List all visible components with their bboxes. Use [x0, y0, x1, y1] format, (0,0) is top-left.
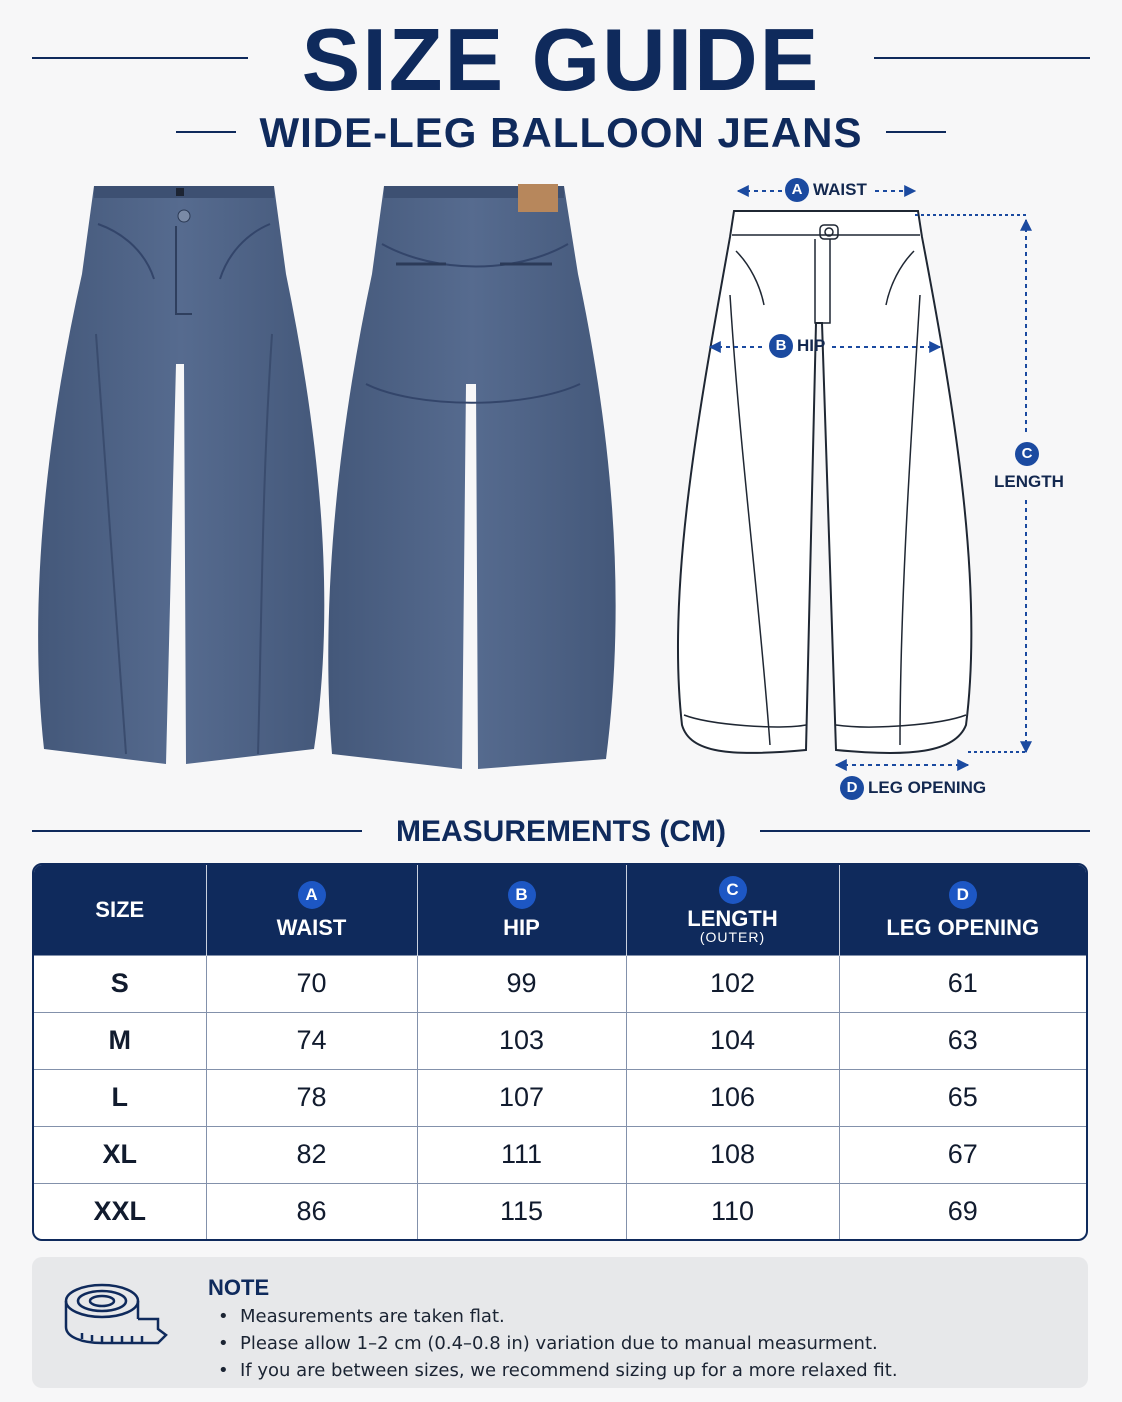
col-size: SIZE: [95, 896, 145, 922]
list-item: • If you are between sizes, we recommend sizing up for a more relaxed fit.: [208, 1357, 898, 1384]
badge-b: B: [769, 334, 793, 358]
size-cell: M: [34, 1012, 206, 1069]
label-waist: A WAIST: [785, 178, 867, 202]
list-item: • Measurements are taken flat.: [208, 1303, 898, 1330]
col-leg-opening: D LEG OPENING: [839, 865, 1086, 955]
waist-cell: 86: [206, 1183, 417, 1240]
hip-cell: 111: [417, 1126, 626, 1183]
hip-cell: 99: [417, 955, 626, 1012]
label-length: C LENGTH: [994, 442, 1060, 492]
hip-cell: 115: [417, 1183, 626, 1240]
size-cell: XXL: [34, 1183, 206, 1240]
badge-a: A: [785, 178, 809, 202]
length-cell: 106: [626, 1069, 839, 1126]
length-cell: 104: [626, 1012, 839, 1069]
leg-opening-cell: 65: [839, 1069, 1086, 1126]
leg-opening-cell: 63: [839, 1012, 1086, 1069]
measuring-tape-icon: [62, 1279, 174, 1349]
size-cell: XL: [34, 1126, 206, 1183]
page-title: SIZE GUIDE: [301, 10, 821, 109]
badge-d: D: [949, 881, 977, 909]
badge-d: D: [840, 776, 864, 800]
leg-opening-cell: 61: [839, 955, 1086, 1012]
length-cell: 102: [626, 955, 839, 1012]
table-row: [34, 1126, 1086, 1183]
size-table: [32, 863, 1088, 1241]
length-cell: 110: [626, 1183, 839, 1240]
waist-cell: 82: [206, 1126, 417, 1183]
col-waist: A WAIST: [206, 865, 417, 955]
hip-cell: 107: [417, 1069, 626, 1126]
note-list: [208, 1303, 898, 1384]
measurements-title: MEASUREMENTS (CM): [396, 815, 726, 848]
waist-cell: 70: [206, 955, 417, 1012]
page-subtitle: WIDE-LEG BALLOON JEANS: [259, 109, 863, 156]
label-hip: B HIP: [769, 334, 825, 358]
length-cell: 108: [626, 1126, 839, 1183]
table-row: [34, 1012, 1086, 1069]
leg-opening-cell: 67: [839, 1126, 1086, 1183]
note-box: [32, 1257, 1088, 1388]
leg-opening-cell: 69: [839, 1183, 1086, 1240]
col-length: C LENGTH (OUTER): [626, 865, 839, 955]
waist-cell: 78: [206, 1069, 417, 1126]
table-row: [34, 955, 1086, 1012]
hip-cell: 103: [417, 1012, 626, 1069]
label-leg-opening: D LEG OPENING: [840, 776, 986, 800]
badge-c: C: [719, 876, 747, 904]
table-header-row: [34, 865, 1086, 955]
size-cell: L: [34, 1069, 206, 1126]
col-hip: B HIP: [417, 865, 626, 955]
table-row: [34, 1183, 1086, 1240]
badge-b: B: [508, 881, 536, 909]
list-item: • Please allow 1–2 cm (0.4–0.8 in) variation due to manual measurment.: [208, 1330, 898, 1357]
badge-a: A: [298, 881, 326, 909]
waist-cell: 74: [206, 1012, 417, 1069]
size-cell: S: [34, 955, 206, 1012]
note-title: NOTE: [208, 1275, 270, 1300]
table-row: [34, 1069, 1086, 1126]
badge-c: C: [1015, 442, 1039, 466]
